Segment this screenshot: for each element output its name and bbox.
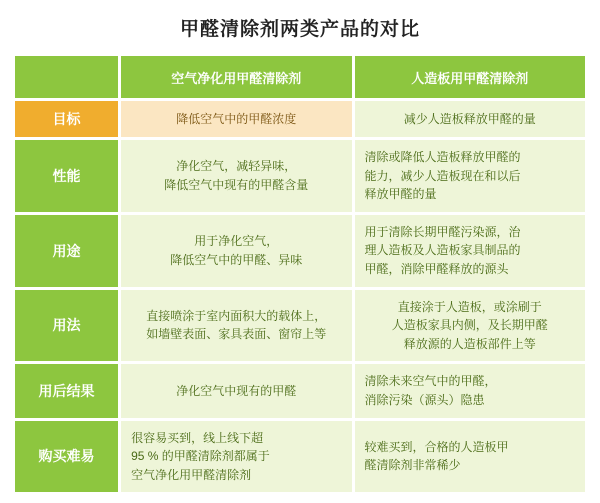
cell-line: 释放甲醛的量: [364, 187, 437, 202]
cell-line: 净化空气，减轻异味，: [176, 159, 297, 174]
table-row: [15, 364, 585, 417]
table-row: [15, 140, 585, 212]
row-cell: [355, 140, 585, 212]
comparison-table: [12, 53, 588, 495]
cell-line: 直接喷涂于室内面积大的载体上，: [146, 308, 327, 323]
header-column-b: 人造板用甲醛清除剂: [355, 56, 585, 98]
cell-line: 减少人造板释放甲醛的量: [403, 111, 536, 126]
row-cell: [121, 290, 351, 362]
row-cell: [355, 101, 585, 137]
row-cell: [121, 421, 351, 493]
row-label: 用后结果: [15, 364, 118, 417]
cell-line: 较难买到，合格的人造板甲: [364, 439, 509, 454]
row-cell: [355, 215, 585, 287]
cell-line: 净化空气中现有的甲醛: [176, 383, 297, 398]
table-row: [15, 215, 585, 287]
header-column-a: 空气净化用甲醛清除剂: [121, 56, 351, 98]
cell-line: 降低空气中现有的甲醛含量: [164, 177, 309, 192]
row-cell: [121, 215, 351, 287]
cell-line: 能力，减少人造板现在和以后: [364, 168, 521, 183]
header-blank-cell: [15, 56, 118, 98]
row-cell: [355, 421, 585, 493]
row-label: 用法: [15, 290, 118, 362]
row-cell: [355, 290, 585, 362]
row-cell: [121, 140, 351, 212]
cell-line: 降低空气中的甲醛、异味: [170, 252, 303, 267]
table-row: [15, 290, 585, 362]
row-cell: [121, 364, 351, 417]
cell-line: 如墙壁表面、家具表面、窗帘上等: [146, 327, 327, 342]
cell-line: 直接涂于人造板，或涂刷于: [397, 299, 542, 314]
row-cell: [121, 101, 351, 137]
row-cell: [355, 364, 585, 417]
cell-line: 很容易买到，线上线下超: [131, 430, 264, 445]
cell-line: 空气净化用甲醛清除剂: [131, 467, 252, 482]
cell-line: 用于清除长期甲醛污染源，治: [364, 224, 521, 239]
table-row: [15, 101, 585, 137]
table-row: [15, 421, 585, 493]
cell-line: 消除污染（源头）隐患: [364, 392, 485, 407]
cell-line: 清除或降低人造板释放甲醛的: [364, 150, 521, 164]
cell-line: 理人造板及人造板家具制品的: [364, 243, 521, 258]
row-label: 性能: [15, 140, 118, 212]
table-container: [0, 53, 600, 495]
cell-line: 用于净化空气，: [194, 234, 279, 249]
cell-line: 甲醛，消除甲醛释放的源头: [364, 261, 509, 276]
cell-line: 人造板家具内侧，及长期甲醛: [391, 318, 548, 333]
cell-line: 释放源的人造板部件上等: [403, 336, 536, 351]
table-header-row: [15, 56, 585, 98]
row-label: 目标: [15, 101, 118, 137]
row-label: 购买难易: [15, 421, 118, 493]
cell-line: 95 % 的甲醛清除剂都属于: [131, 449, 270, 464]
cell-line: 醛清除剂非常稀少: [364, 458, 461, 473]
row-label: 用途: [15, 215, 118, 287]
cell-line: 降低空气中的甲醛浓度: [176, 111, 297, 126]
cell-line: 清除未来空气中的甲醛，: [364, 374, 497, 389]
page-title: 甲醛清除剂两类产品的对比: [179, 19, 420, 40]
